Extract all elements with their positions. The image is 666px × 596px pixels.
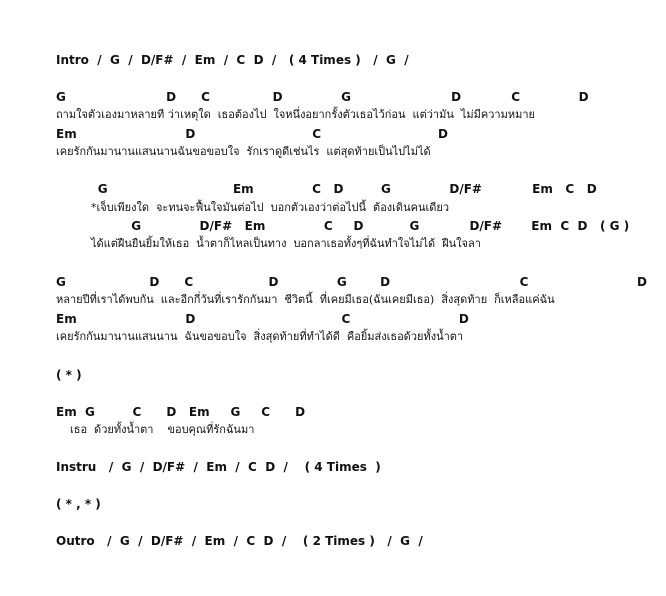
chorus-chords-2: G D/F# Em C D G D/F# Em C D ( G ) <box>56 219 630 233</box>
chorus-lyric-1: *เจ็บเพียงใด จะทนจะฟื้นใจมันต่อไป บอกตัวเองว่าต่อไปนี้ ต้องเดินคนเดียว <box>56 201 450 214</box>
verse1-chords-1: G D C D G D C D <box>56 90 589 104</box>
verse2-chords-2: Em D C D <box>56 312 469 326</box>
chorus-reference: ( * ) <box>56 368 82 382</box>
verse1-chords-2: Em D C D <box>56 127 449 141</box>
outro-line: Outro / G / D/F# / Em / C D / ( 2 Times ) / G / <box>56 534 423 548</box>
verse2-lyric-2: เคยรักกันมานานแสนนาน ฉันขอขอบใจ สิ่งสุดท้ายที่ทำได้ดี คือยิ้มส่งเธอด้วยทั้งน้ำตา <box>56 330 464 343</box>
outro-phrase-lyric: เธอ ด้วยทั้งน้ำตา ขอบคุณที่รักฉันมา <box>56 423 255 436</box>
verse2-chords-1: G D C D G D C D <box>56 275 648 289</box>
verse2-lyric-1: หลายปีที่เราได้พบกัน และอีกกี่วันที่เรารักกันมา ชีวิตนี้ ที่เคยมีเธอ(ฉันเคยมีเธอ) สิ่งสุดท้าย ก็เหลือแค่ฉัน <box>56 293 555 306</box>
intro-line: Intro / G / D/F# / Em / C D / ( 4 Times ) / G / <box>56 53 409 67</box>
chorus-chords-1: G Em C D G D/F# Em C D <box>56 182 597 196</box>
repeat-reference: ( * , * ) <box>56 497 101 511</box>
chorus-lyric-2: ได้แต่ฝืนยืนยิ้มให้เธอ น้ำตาก็ไหลเป็นทาง บอกลาเธอทั้งๆที่ฉันทำใจไม่ได้ ฝืนใจลา <box>56 237 481 250</box>
outro-phrase-chords: Em G C D Em G C D <box>56 405 306 419</box>
verse1-lyric-1: ถามใจตัวเองมาหลายที ว่าเหตุใด เธอต้องไป ใจหนึ่งอยากรั้งตัวเธอไว้ก่อน แต่ว่ามัน ไม่มีความหมาย <box>56 108 535 121</box>
verse1-lyric-2: เคยรักกันมานานแสนนานฉันขอขอบใจ รักเราดูดีเช่นไร แต่สุดท้ายเป็นไปไม่ได้ <box>56 145 431 158</box>
instru-line: Instru / G / D/F# / Em / C D / ( 4 Times ) <box>56 460 381 474</box>
